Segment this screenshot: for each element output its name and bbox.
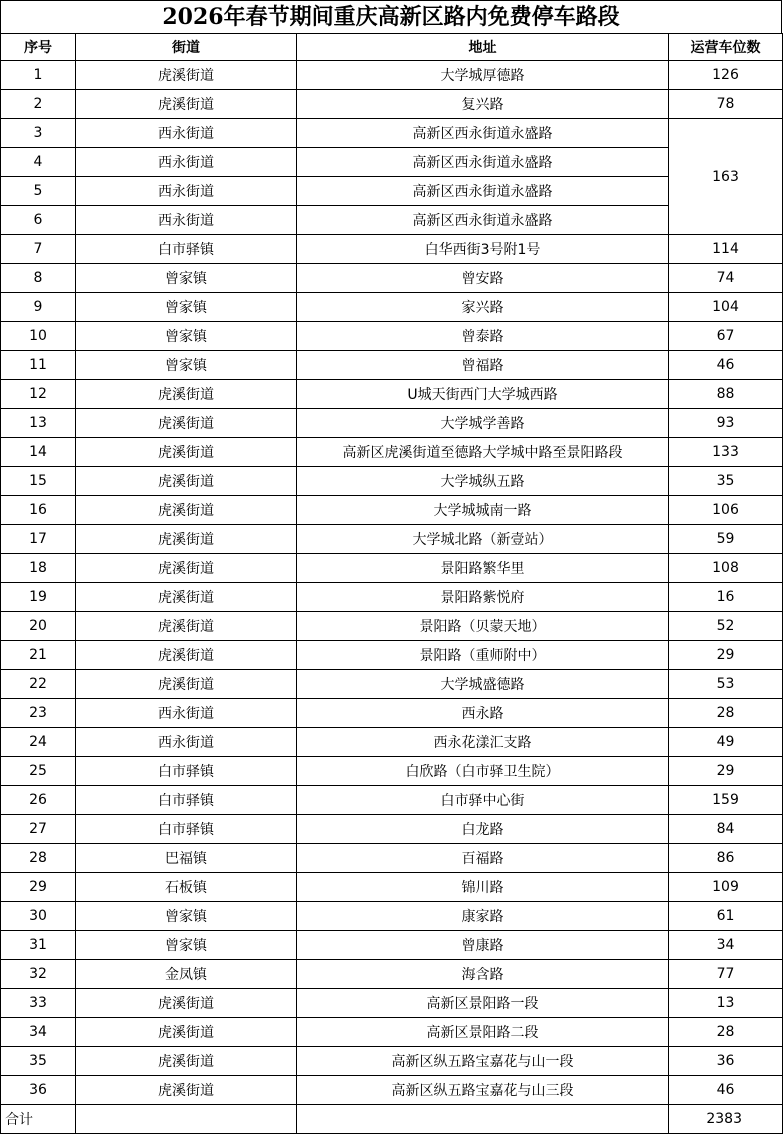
cell-street: 虎溪街道	[76, 61, 297, 90]
cell-spaces: 13	[669, 989, 783, 1018]
table-row	[1, 1076, 783, 1105]
table-row	[1, 438, 783, 467]
cell-spaces: 104	[669, 293, 783, 322]
cell-spaces: 61	[669, 902, 783, 931]
cell-spaces: 46	[669, 351, 783, 380]
cell-spaces: 84	[669, 815, 783, 844]
cell-no: 9	[1, 293, 76, 322]
cell-address: 景阳路紫悦府	[297, 583, 669, 612]
table-row	[1, 989, 783, 1018]
table-row	[1, 322, 783, 351]
cell-no: 12	[1, 380, 76, 409]
header-no: 序号	[1, 34, 76, 61]
cell-address: 曾康路	[297, 931, 669, 960]
table-row	[1, 293, 783, 322]
cell-no: 30	[1, 902, 76, 931]
table-row	[1, 380, 783, 409]
cell-street: 曾家镇	[76, 902, 297, 931]
cell-spaces: 59	[669, 525, 783, 554]
table-row	[1, 786, 783, 815]
cell-address: 锦川路	[297, 873, 669, 902]
cell-no: 10	[1, 322, 76, 351]
cell-street: 西永街道	[76, 148, 297, 177]
cell-no: 8	[1, 264, 76, 293]
cell-spaces: 34	[669, 931, 783, 960]
cell-no: 13	[1, 409, 76, 438]
table-row	[1, 583, 783, 612]
table-row	[1, 525, 783, 554]
table-row	[1, 873, 783, 902]
cell-address: 康家路	[297, 902, 669, 931]
cell-address: 高新区纵五路宝嘉花与山一段	[297, 1047, 669, 1076]
cell-no: 7	[1, 235, 76, 264]
cell-no: 5	[1, 177, 76, 206]
cell-street: 白市驿镇	[76, 757, 297, 786]
header-spaces: 运营车位数	[669, 34, 783, 61]
cell-street: 虎溪街道	[76, 1018, 297, 1047]
cell-no: 26	[1, 786, 76, 815]
table-row	[1, 351, 783, 380]
cell-spaces: 108	[669, 554, 783, 583]
cell-address: 景阳路繁华里	[297, 554, 669, 583]
cell-spaces: 114	[669, 235, 783, 264]
cell-street: 白市驿镇	[76, 786, 297, 815]
table-title: 2026年春节期间重庆高新区路内免费停车路段	[0, 0, 782, 33]
table-row	[1, 844, 783, 873]
total-row	[1, 1105, 783, 1134]
cell-spaces: 16	[669, 583, 783, 612]
cell-street: 西永街道	[76, 699, 297, 728]
total-label: 合计	[1, 1105, 76, 1134]
cell-street: 白市驿镇	[76, 235, 297, 264]
cell-no: 18	[1, 554, 76, 583]
cell-address: 高新区虎溪街道至德路大学城中路至景阳路段	[297, 438, 669, 467]
cell-street: 虎溪街道	[76, 90, 297, 119]
cell-no: 14	[1, 438, 76, 467]
cell-spaces: 49	[669, 728, 783, 757]
cell-no: 3	[1, 119, 76, 148]
cell-no: 33	[1, 989, 76, 1018]
cell-address: 高新区景阳路二段	[297, 1018, 669, 1047]
cell-no: 17	[1, 525, 76, 554]
cell-street: 曾家镇	[76, 351, 297, 380]
cell-street: 虎溪街道	[76, 380, 297, 409]
table-row	[1, 902, 783, 931]
table-row	[1, 1018, 783, 1047]
cell-street: 曾家镇	[76, 931, 297, 960]
cell-spaces: 126	[669, 61, 783, 90]
cell-spaces: 88	[669, 380, 783, 409]
cell-no: 4	[1, 148, 76, 177]
cell-street: 西永街道	[76, 177, 297, 206]
cell-address: 大学城盛德路	[297, 670, 669, 699]
cell-address: 大学城纵五路	[297, 467, 669, 496]
cell-address: 白欣路（白市驿卫生院）	[297, 757, 669, 786]
table-row	[1, 148, 783, 177]
cell-address: 大学城城南一路	[297, 496, 669, 525]
cell-no: 22	[1, 670, 76, 699]
cell-spaces: 67	[669, 322, 783, 351]
cell-address: 景阳路（重师附中）	[297, 641, 669, 670]
cell-no: 6	[1, 206, 76, 235]
cell-no: 35	[1, 1047, 76, 1076]
cell-spaces: 163	[669, 119, 783, 235]
cell-no: 25	[1, 757, 76, 786]
table-row	[1, 409, 783, 438]
parking-table	[0, 33, 783, 1134]
cell-street: 虎溪街道	[76, 670, 297, 699]
cell-no: 28	[1, 844, 76, 873]
cell-address: 西永花漾汇支路	[297, 728, 669, 757]
table-row	[1, 960, 783, 989]
cell-no: 2	[1, 90, 76, 119]
table-row	[1, 757, 783, 786]
cell-street: 虎溪街道	[76, 467, 297, 496]
header-row	[1, 34, 783, 61]
cell-address: 高新区西永街道永盛路	[297, 177, 669, 206]
cell-no: 1	[1, 61, 76, 90]
cell-no: 32	[1, 960, 76, 989]
table-row	[1, 670, 783, 699]
table-row	[1, 467, 783, 496]
table-row	[1, 119, 783, 148]
cell-spaces: 109	[669, 873, 783, 902]
cell-spaces: 29	[669, 641, 783, 670]
total-empty-cell	[297, 1105, 669, 1134]
cell-spaces: 78	[669, 90, 783, 119]
cell-address: 大学城学善路	[297, 409, 669, 438]
table-row	[1, 554, 783, 583]
cell-address: 高新区西永街道永盛路	[297, 206, 669, 235]
cell-spaces: 93	[669, 409, 783, 438]
total-value: 2383	[669, 1105, 783, 1134]
cell-street: 虎溪街道	[76, 554, 297, 583]
cell-no: 29	[1, 873, 76, 902]
cell-no: 20	[1, 612, 76, 641]
cell-street: 虎溪街道	[76, 989, 297, 1018]
cell-street: 虎溪街道	[76, 438, 297, 467]
cell-street: 金凤镇	[76, 960, 297, 989]
table-row	[1, 90, 783, 119]
header-street: 街道	[76, 34, 297, 61]
cell-address: 高新区纵五路宝嘉花与山三段	[297, 1076, 669, 1105]
table-row	[1, 931, 783, 960]
cell-address: 景阳路（贝蒙天地）	[297, 612, 669, 641]
cell-address: 高新区西永街道永盛路	[297, 119, 669, 148]
cell-no: 36	[1, 1076, 76, 1105]
cell-no: 11	[1, 351, 76, 380]
cell-no: 31	[1, 931, 76, 960]
table-row	[1, 235, 783, 264]
cell-street: 曾家镇	[76, 293, 297, 322]
cell-spaces: 28	[669, 699, 783, 728]
cell-street: 虎溪街道	[76, 1047, 297, 1076]
cell-address: 海含路	[297, 960, 669, 989]
cell-address: 曾安路	[297, 264, 669, 293]
cell-street: 巴福镇	[76, 844, 297, 873]
cell-no: 19	[1, 583, 76, 612]
cell-street: 虎溪街道	[76, 641, 297, 670]
cell-street: 虎溪街道	[76, 496, 297, 525]
table-row	[1, 61, 783, 90]
cell-spaces: 133	[669, 438, 783, 467]
cell-street: 虎溪街道	[76, 409, 297, 438]
cell-street: 曾家镇	[76, 264, 297, 293]
cell-address: U城天街西门大学城西路	[297, 380, 669, 409]
cell-no: 24	[1, 728, 76, 757]
cell-spaces: 74	[669, 264, 783, 293]
cell-no: 23	[1, 699, 76, 728]
cell-no: 27	[1, 815, 76, 844]
cell-address: 大学城北路（新壹站）	[297, 525, 669, 554]
cell-street: 曾家镇	[76, 322, 297, 351]
table-body	[1, 61, 783, 1105]
cell-spaces: 53	[669, 670, 783, 699]
cell-street: 虎溪街道	[76, 1076, 297, 1105]
cell-address: 白市驿中心街	[297, 786, 669, 815]
cell-spaces: 35	[669, 467, 783, 496]
table-row	[1, 496, 783, 525]
cell-address: 白龙路	[297, 815, 669, 844]
cell-no: 34	[1, 1018, 76, 1047]
table-row	[1, 612, 783, 641]
cell-address: 曾泰路	[297, 322, 669, 351]
cell-no: 16	[1, 496, 76, 525]
cell-spaces: 159	[669, 786, 783, 815]
cell-street: 虎溪街道	[76, 583, 297, 612]
cell-address: 白华西街3号附1号	[297, 235, 669, 264]
cell-address: 曾福路	[297, 351, 669, 380]
cell-spaces: 46	[669, 1076, 783, 1105]
cell-address: 百福路	[297, 844, 669, 873]
cell-street: 石板镇	[76, 873, 297, 902]
cell-street: 西永街道	[76, 728, 297, 757]
cell-address: 高新区景阳路一段	[297, 989, 669, 1018]
cell-spaces: 52	[669, 612, 783, 641]
table-row	[1, 641, 783, 670]
cell-street: 西永街道	[76, 206, 297, 235]
table-row	[1, 1047, 783, 1076]
cell-no: 15	[1, 467, 76, 496]
table-row	[1, 264, 783, 293]
cell-spaces: 86	[669, 844, 783, 873]
cell-address: 西永路	[297, 699, 669, 728]
cell-street: 虎溪街道	[76, 612, 297, 641]
cell-spaces: 29	[669, 757, 783, 786]
header-address: 地址	[297, 34, 669, 61]
total-empty-cell	[76, 1105, 297, 1134]
table-row	[1, 206, 783, 235]
table-row	[1, 815, 783, 844]
cell-spaces: 28	[669, 1018, 783, 1047]
cell-spaces: 36	[669, 1047, 783, 1076]
cell-street: 西永街道	[76, 119, 297, 148]
table-row	[1, 728, 783, 757]
cell-no: 21	[1, 641, 76, 670]
cell-address: 大学城厚德路	[297, 61, 669, 90]
cell-spaces: 106	[669, 496, 783, 525]
cell-address: 高新区西永街道永盛路	[297, 148, 669, 177]
cell-address: 家兴路	[297, 293, 669, 322]
cell-street: 虎溪街道	[76, 525, 297, 554]
table-row	[1, 699, 783, 728]
cell-street: 白市驿镇	[76, 815, 297, 844]
table-row	[1, 177, 783, 206]
cell-spaces: 77	[669, 960, 783, 989]
cell-address: 复兴路	[297, 90, 669, 119]
